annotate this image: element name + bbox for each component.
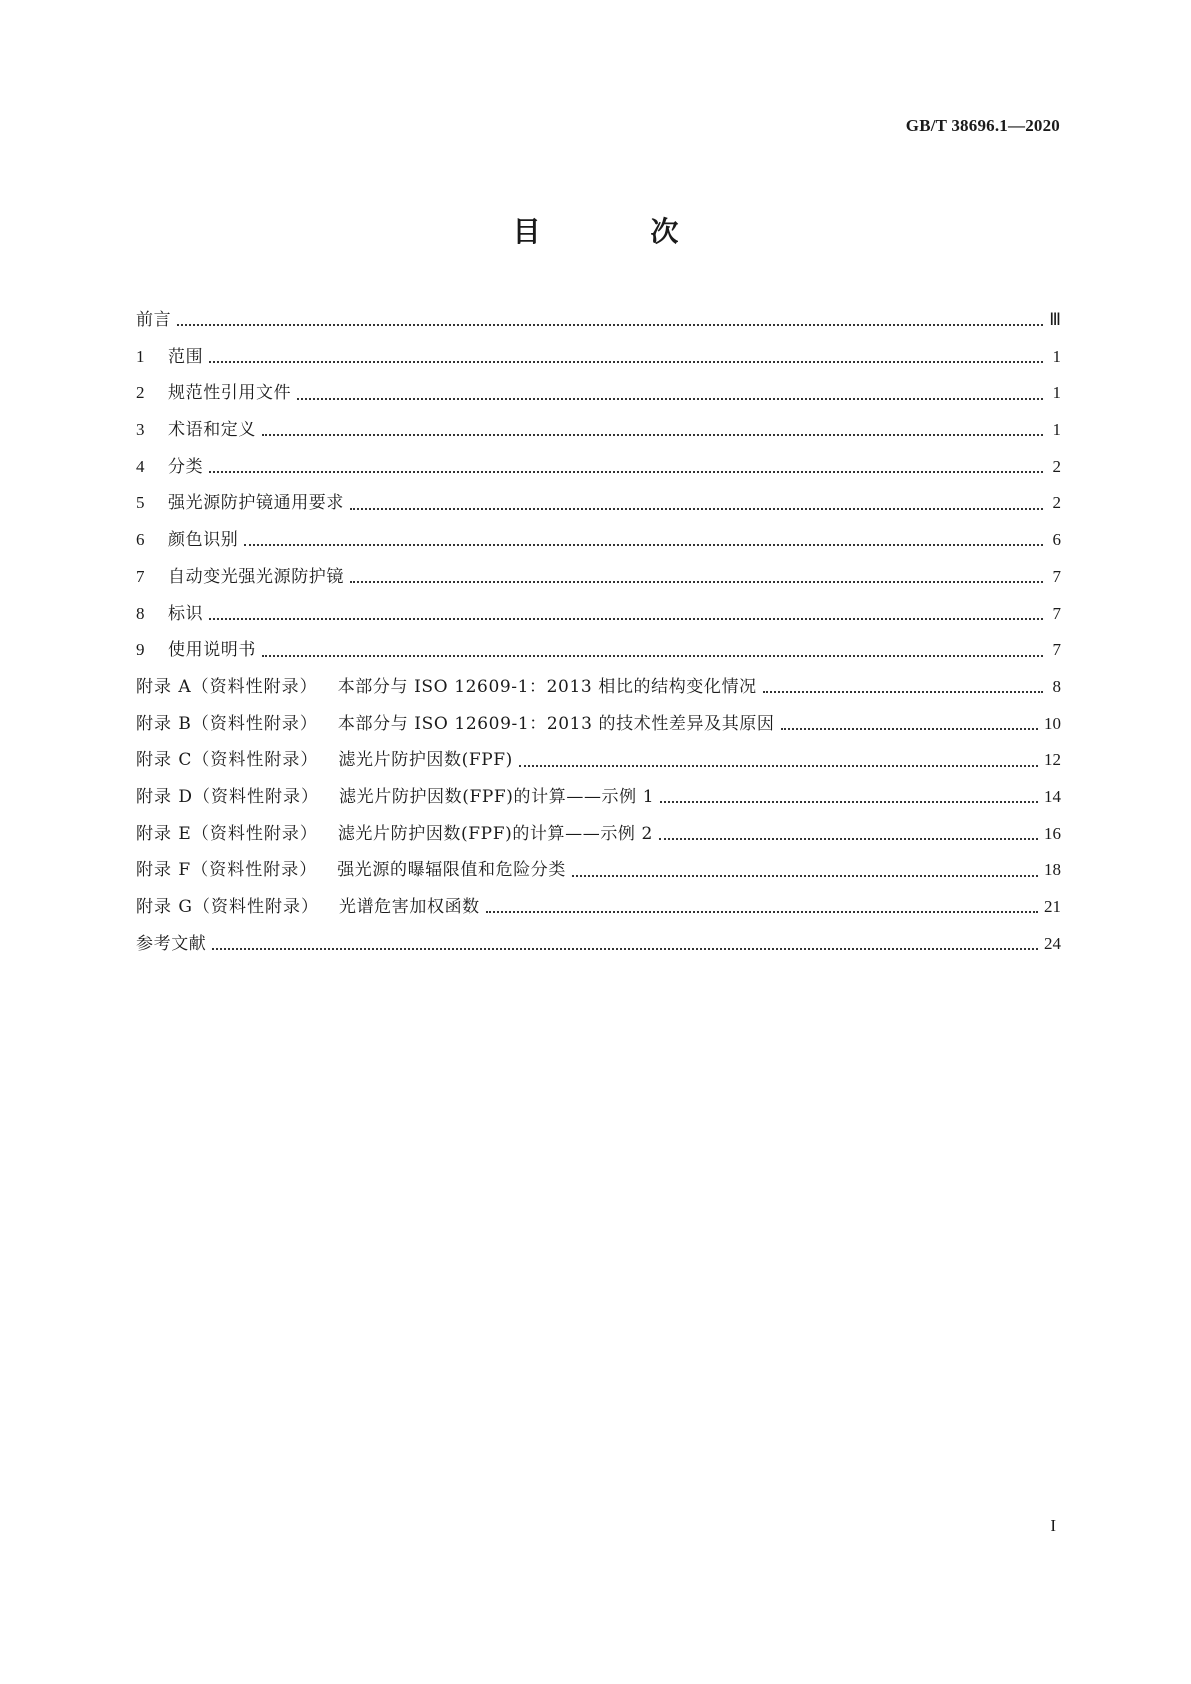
toc-entry-title: 前言 [136,310,172,330]
toc-entry-page: 12 [1044,750,1061,770]
toc-leader-dots [659,836,1038,840]
toc-entry-number: 9 [136,640,145,660]
toc-entry-number: 4 [136,456,145,476]
toc-entry-title: 强光源防护镜通用要求 [168,493,344,514]
document-id: GB/T 38696.1—2020 [905,116,1060,135]
toc-entry-appendix-label: 附录 E（资料性附录） [136,823,318,844]
toc-leader-dots [572,873,1038,877]
toc-entry[interactable] [136,449,1061,486]
toc-entry[interactable] [136,669,1061,706]
toc-entry-title: 滤光片防护因数(FPF)的计算——示例 1 [339,786,655,807]
toc-entry[interactable] [136,632,1061,669]
toc-entry-number: 2 [136,383,145,403]
toc-entry-title: 分类 [168,456,204,477]
toc-leader-dots [486,909,1038,913]
toc-entry-page: 1 [1052,383,1061,403]
toc-entry[interactable] [136,926,1061,963]
toc-entry-title: 规范性引用文件 [168,383,292,404]
toc-leader-dots [350,579,1043,583]
toc-entry-title: 使用说明书 [168,640,256,661]
toc-entry-appendix-label: 附录 D（资料性附录） [136,786,320,807]
toc-leader-dots [519,763,1038,767]
toc-entry-appendix-label: 附录 F（资料性附录） [136,860,318,881]
table-of-contents [136,302,1061,962]
toc-entry-number: 3 [136,420,145,440]
toc-entry-page: 8 [1052,676,1061,696]
toc-leader-dots [244,542,1043,546]
toc-entry-title: 自动变光强光源防护镜 [168,566,344,587]
toc-entry[interactable] [136,522,1061,559]
toc-leader-dots [763,689,1043,693]
toc-leader-dots [177,322,1043,326]
toc-entry-page: 16 [1044,823,1061,843]
toc-entry-appendix-label: 附录 B（资料性附录） [136,713,318,734]
toc-entry-title: 滤光片防护因数(FPF) [338,750,513,771]
toc-entry[interactable] [136,412,1061,449]
toc-entry[interactable] [136,889,1061,926]
toc-entry-page: 10 [1044,713,1061,733]
toc-entry-number: 6 [136,530,145,550]
toc-entry-title: 本部分与 ISO 12609-1：2013 相比的结构变化情况 [337,676,757,697]
toc-leader-dots [262,653,1043,657]
toc-entry-page: 2 [1052,493,1061,513]
toc-leader-dots [781,726,1038,730]
toc-entry[interactable] [136,375,1061,412]
toc-entry-page: 1 [1052,420,1061,440]
toc-entry-number: 5 [136,493,145,513]
toc-entry-title: 强光源的曝辐限值和危险分类 [337,860,567,881]
toc-entry-page: 1 [1052,346,1061,366]
toc-leader-dots [660,799,1038,803]
toc-entry-page: 7 [1052,640,1061,660]
toc-leader-dots [212,946,1038,950]
toc-entry[interactable] [136,706,1061,743]
toc-entry-title: 标识 [168,603,204,624]
toc-entry-number: 7 [136,566,145,586]
toc-entry[interactable] [136,742,1061,779]
toc-entry-title: 范围 [168,346,204,367]
toc-entry-appendix-label: 附录 C（资料性附录） [136,750,319,771]
toc-entry-number: 1 [136,346,145,366]
toc-entry-page: 18 [1044,860,1061,880]
toc-entry-page: 24 [1044,933,1061,953]
toc-leader-dots [209,469,1043,473]
toc-leader-dots [297,396,1043,400]
toc-entry-title: 颜色识别 [168,530,239,551]
toc-entry-appendix-label: 附录 A（资料性附录） [136,676,318,697]
toc-entry[interactable] [136,816,1061,853]
toc-leader-dots [350,506,1043,510]
toc-entry[interactable] [136,339,1061,376]
toc-leader-dots [209,616,1043,620]
toc-entry-title: 光谱危害加权函数 [338,897,480,917]
toc-entry[interactable] [136,559,1061,596]
toc-entry-title: 滤光片防护因数(FPF)的计算——示例 2 [337,823,653,844]
toc-entry-page: 6 [1052,530,1061,550]
toc-entry[interactable] [136,852,1061,889]
toc-entry-page: 7 [1052,566,1061,586]
toc-entry-page: 2 [1052,456,1061,476]
toc-entry-number: 8 [136,603,145,623]
toc-entry-page: 14 [1044,786,1061,806]
toc-entry-title: 参考文献 [136,933,207,954]
page-title: 目 次 [512,215,729,248]
toc-entry-appendix-label: 附录 G（资料性附录） [136,897,319,917]
toc-entry[interactable] [136,302,1061,339]
toc-entry-page: 7 [1052,603,1061,623]
toc-leader-dots [209,359,1043,363]
page-number: I [1050,1516,1056,1535]
toc-entry[interactable] [136,596,1061,633]
toc-entry-page: 21 [1044,897,1061,916]
toc-entry-title: 术语和定义 [168,420,256,441]
toc-leader-dots [262,432,1043,436]
toc-entry-title: 本部分与 ISO 12609-1：2013 的技术性差异及其原因 [337,713,775,734]
toc-entry[interactable] [136,485,1061,522]
toc-entry-page: Ⅲ [1049,310,1061,329]
toc-entry[interactable] [136,779,1061,816]
